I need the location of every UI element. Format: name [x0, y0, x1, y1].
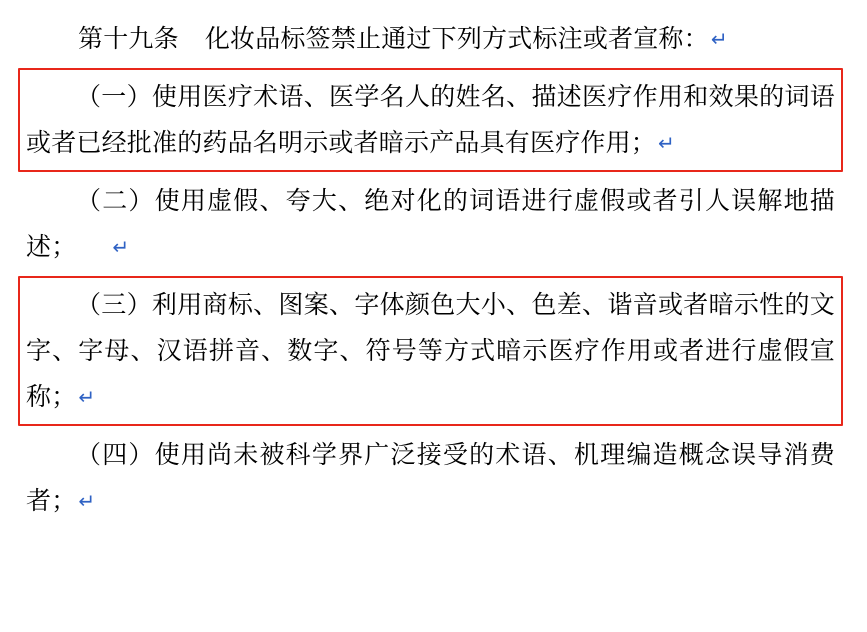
paragraph-mark-icon: ↵	[710, 27, 728, 51]
paragraph-item-3	[18, 276, 843, 426]
paragraph-item-1	[18, 68, 843, 172]
paragraph-article-19-heading	[18, 10, 843, 68]
paragraph-item-4	[18, 426, 843, 530]
paragraph-mark-icon: ↵	[78, 489, 96, 513]
article-number: 第十九条	[78, 25, 179, 53]
article-heading-text: 化妆品标签禁止通过下列方式标注或者宣称：	[204, 25, 709, 53]
paragraph-mark-icon: ↵	[112, 235, 130, 259]
item-4-text: （四）使用尚未被科学界广泛接受的术语、机理编造概念误导消费者；	[26, 441, 835, 515]
item-3-text: （三）利用商标、图案、字体颜色大小、色差、谐音或者暗示性的文字、字母、汉语拼音、数字、符号等方式暗示医疗作用或者进行虚假宣称；	[26, 291, 835, 411]
item-1-text: （一）使用医疗术语、医学名人的姓名、描述医疗作用和效果的词语或者已经批准的药品名明示或者暗示产品具有医疗作用；	[26, 83, 835, 157]
item-2-text: （二）使用虚假、夸大、绝对化的词语进行虚假或者引人误解地描述；	[26, 187, 835, 261]
paragraph-item-2	[18, 172, 843, 276]
paragraph-mark-icon: ↵	[658, 131, 675, 155]
paragraph-mark-icon: ↵	[78, 385, 96, 409]
